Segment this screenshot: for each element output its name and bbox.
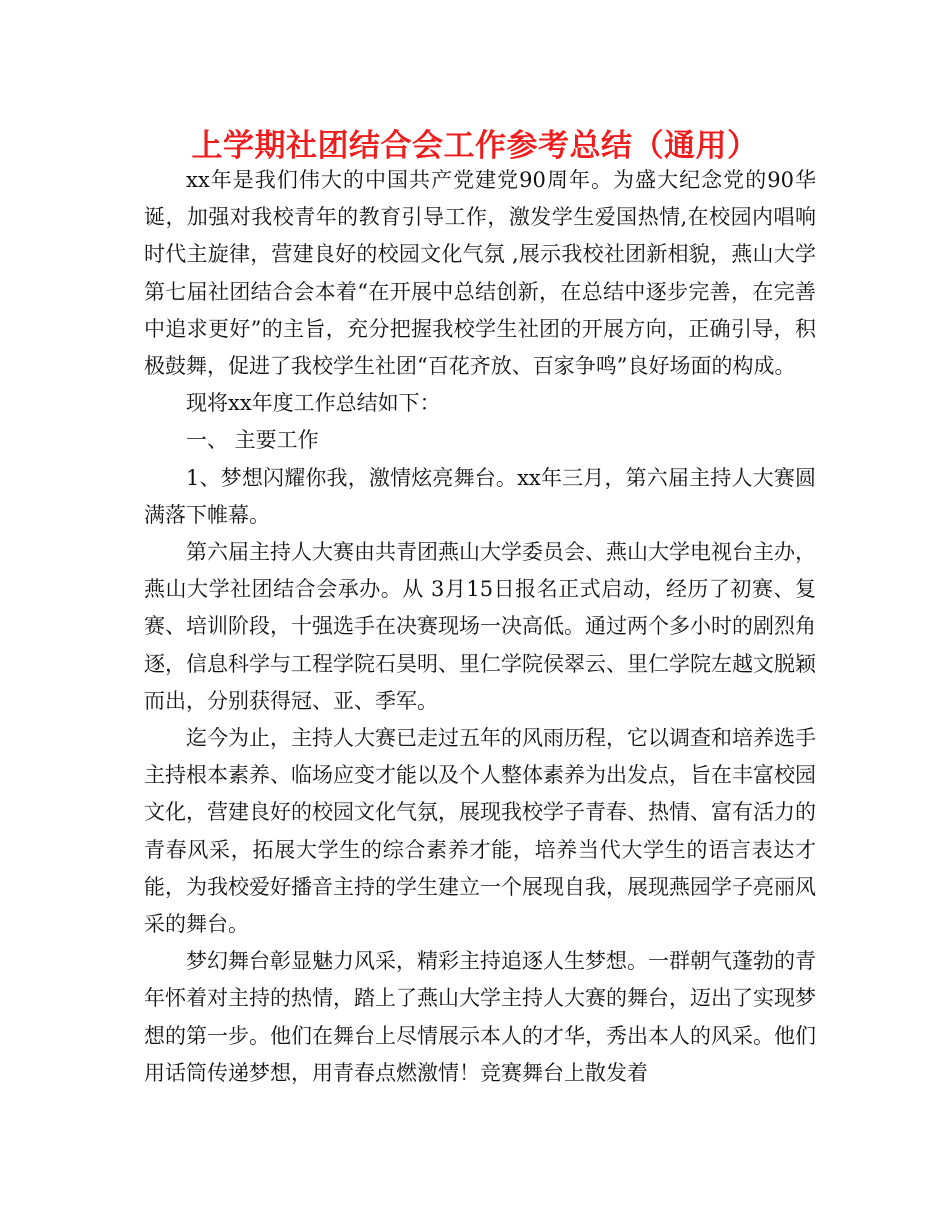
paragraph-summary-lead: 现将xx年度工作总结如下：	[186, 391, 441, 416]
paragraph-contest-details: 第六届主持人大赛由共青团燕山大学委员会、燕山大学电视台主办，燕山大学社团结合会承办。从 3月15日报名正式启动，经历了初赛、复赛、培训阶段，十强选手在决赛现场一决高低。通过两个多小时的剧烈角逐，信息科学与工程学院石昊明、里仁学院侯翠云、里仁学院左越文脱颖而出，分别获得冠、亚、季军。	[144, 540, 816, 713]
document-title: 上学期社团结合会工作参考总结（通用）	[191, 128, 759, 164]
document-body	[144, 162, 816, 1092]
paragraph-contest-history: 迄今为止，主持人大赛已走过五年的风雨历程，它以调查和培养选手主持根本素养、临场应变才能以及个人整体素养为出发点，旨在丰富校园文化，营建良好的校园文化气氛，展现我校学子青春、热情、富有活力的青春风采，拓展大学生的综合素养才能，培养当代大学生的语言表达才能，为我校爱好播音主持的学生建立一个展现自我，展现燕园学子亮丽风采的舞台。	[144, 726, 816, 937]
paragraph-item-1: 1、梦想闪耀你我，激情炫亮舞台。xx年三月，第六届主持人大赛圆满落下帷幕。	[144, 465, 816, 527]
paragraph-stage-dreams: 梦幻舞台彰显魅力风采，精彩主持追逐人生梦想。一群朝气蓬勃的青年怀着对主持的热情，踏上了燕山大学主持人大赛的舞台，迈出了实现梦想的第一步。他们在舞台上尽情展示本人的才华，秀出本人的风采。他们用话筒传递梦想，用青春点燃激情！竞赛舞台上散发着	[144, 949, 816, 1085]
section-heading-main-work: 一、 主要工作	[186, 428, 319, 453]
paragraph-intro: xx年是我们伟大的中国共产党建党90周年。为盛大纪念党的90华诞，加强对我校青年的教育引导工作，激发学生爱国热情,在校园内唱响时代主旋律，营建良好的校园文化气氛 ,展示我校社团新相貌，燕山大学第七届社团结合会本着“在开展中总结创新，在总结中逐步完善，在完善中追求更好”的主旨，充分把握我校学生社团的开展方向，正确引导，积极鼓舞，促进了我校学生社团“百花齐放、百家争鸣”良好场面的构成。	[144, 168, 816, 379]
